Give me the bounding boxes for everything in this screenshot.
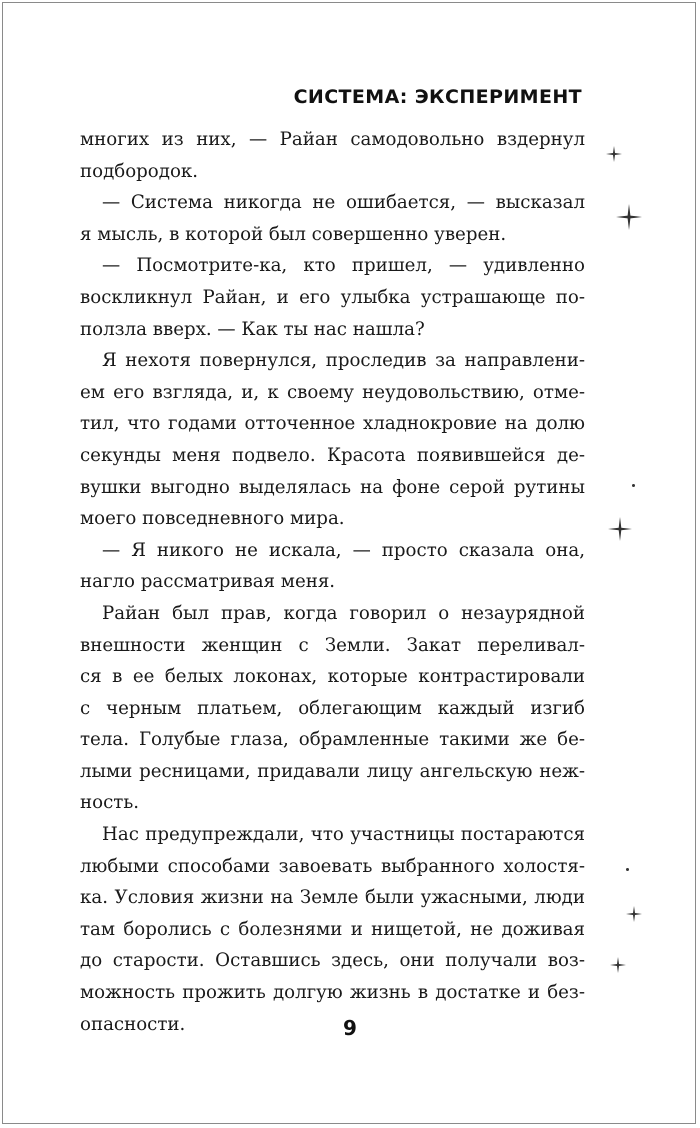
text-line: опасности. (80, 1013, 186, 1035)
page-number: 9 (343, 1016, 357, 1040)
text-line: — Система никогда не ошибается, — высказал (102, 192, 585, 214)
running-head-title: СИСТЕМА: ЭКСПЕРИМЕНТ (293, 86, 582, 108)
text-line: — Я никого не искала, — просто сказала она, (102, 539, 585, 561)
text-line: я мысль, в которой был совершенно уверен. (80, 223, 507, 245)
text-line: до старости. Оставшись здесь, они получали воз- (80, 950, 585, 972)
text-line: вушки выгодно выделялась на фоне серой рутины (80, 476, 585, 498)
text-line: нагло рассматривая меня. (80, 571, 336, 593)
text-line: лыми ресницами, придавали лицу ангельскую неж- (80, 760, 585, 782)
body-text (80, 124, 585, 1040)
text-line: Нас предупреждали, что участницы постараются (102, 824, 585, 846)
text-line: Я нехотя повернулся, проследив за направлени- (102, 350, 585, 372)
dot-icon (626, 868, 629, 871)
text-line: подбородок. (80, 160, 199, 182)
text-line: ность. (80, 792, 140, 814)
sparkle-icon (610, 957, 626, 973)
dot-icon (632, 484, 635, 487)
text-line: моего повседневного мира. (80, 508, 345, 530)
sparkle-icon (608, 517, 632, 541)
text-line: — Посмотрите-ка, кто пришел, — удивленно (102, 255, 585, 277)
text-line: ползла вверх. — Как ты нас нашла? (80, 318, 425, 340)
text-line: любыми способами завоевать выбранного холостя- (80, 855, 585, 877)
text-line: воскликнул Райан, и его улыбка устрашающе по- (80, 286, 585, 308)
sparkle-icon (626, 906, 642, 922)
text-line: там боролись с болезнями и нищетой, не доживая (80, 918, 585, 940)
text-line: ка. Условия жизни на Земле были ужасными, люди (80, 887, 585, 909)
text-line: ем его взгляда, и, к своему неудовольствию, отме- (80, 381, 585, 403)
text-line: можность прожить долгую жизнь в достатке и без- (80, 982, 585, 1004)
text-line: секунды меня подвело. Красота появившейся де- (80, 444, 585, 466)
text-line: тил, что годами отточенное хладнокровие на долю (80, 413, 585, 435)
text-line: тела. Голубые глаза, обрамленные такими же бе- (80, 729, 585, 751)
text-line: с черным платьем, облегающим каждый изгиб (80, 697, 585, 719)
sparkle-icon (606, 146, 622, 162)
text-line: Райан был прав, когда говорил о незаурядной (102, 602, 585, 624)
sparkle-icon (616, 204, 642, 230)
text-line: ся в ее белых локонах, которые контрастировали (80, 666, 585, 688)
text-line: внешности женщин с Земли. Закат переливал- (80, 634, 585, 656)
text-line: многих из них, — Райан самодовольно вздернул (80, 129, 585, 150)
